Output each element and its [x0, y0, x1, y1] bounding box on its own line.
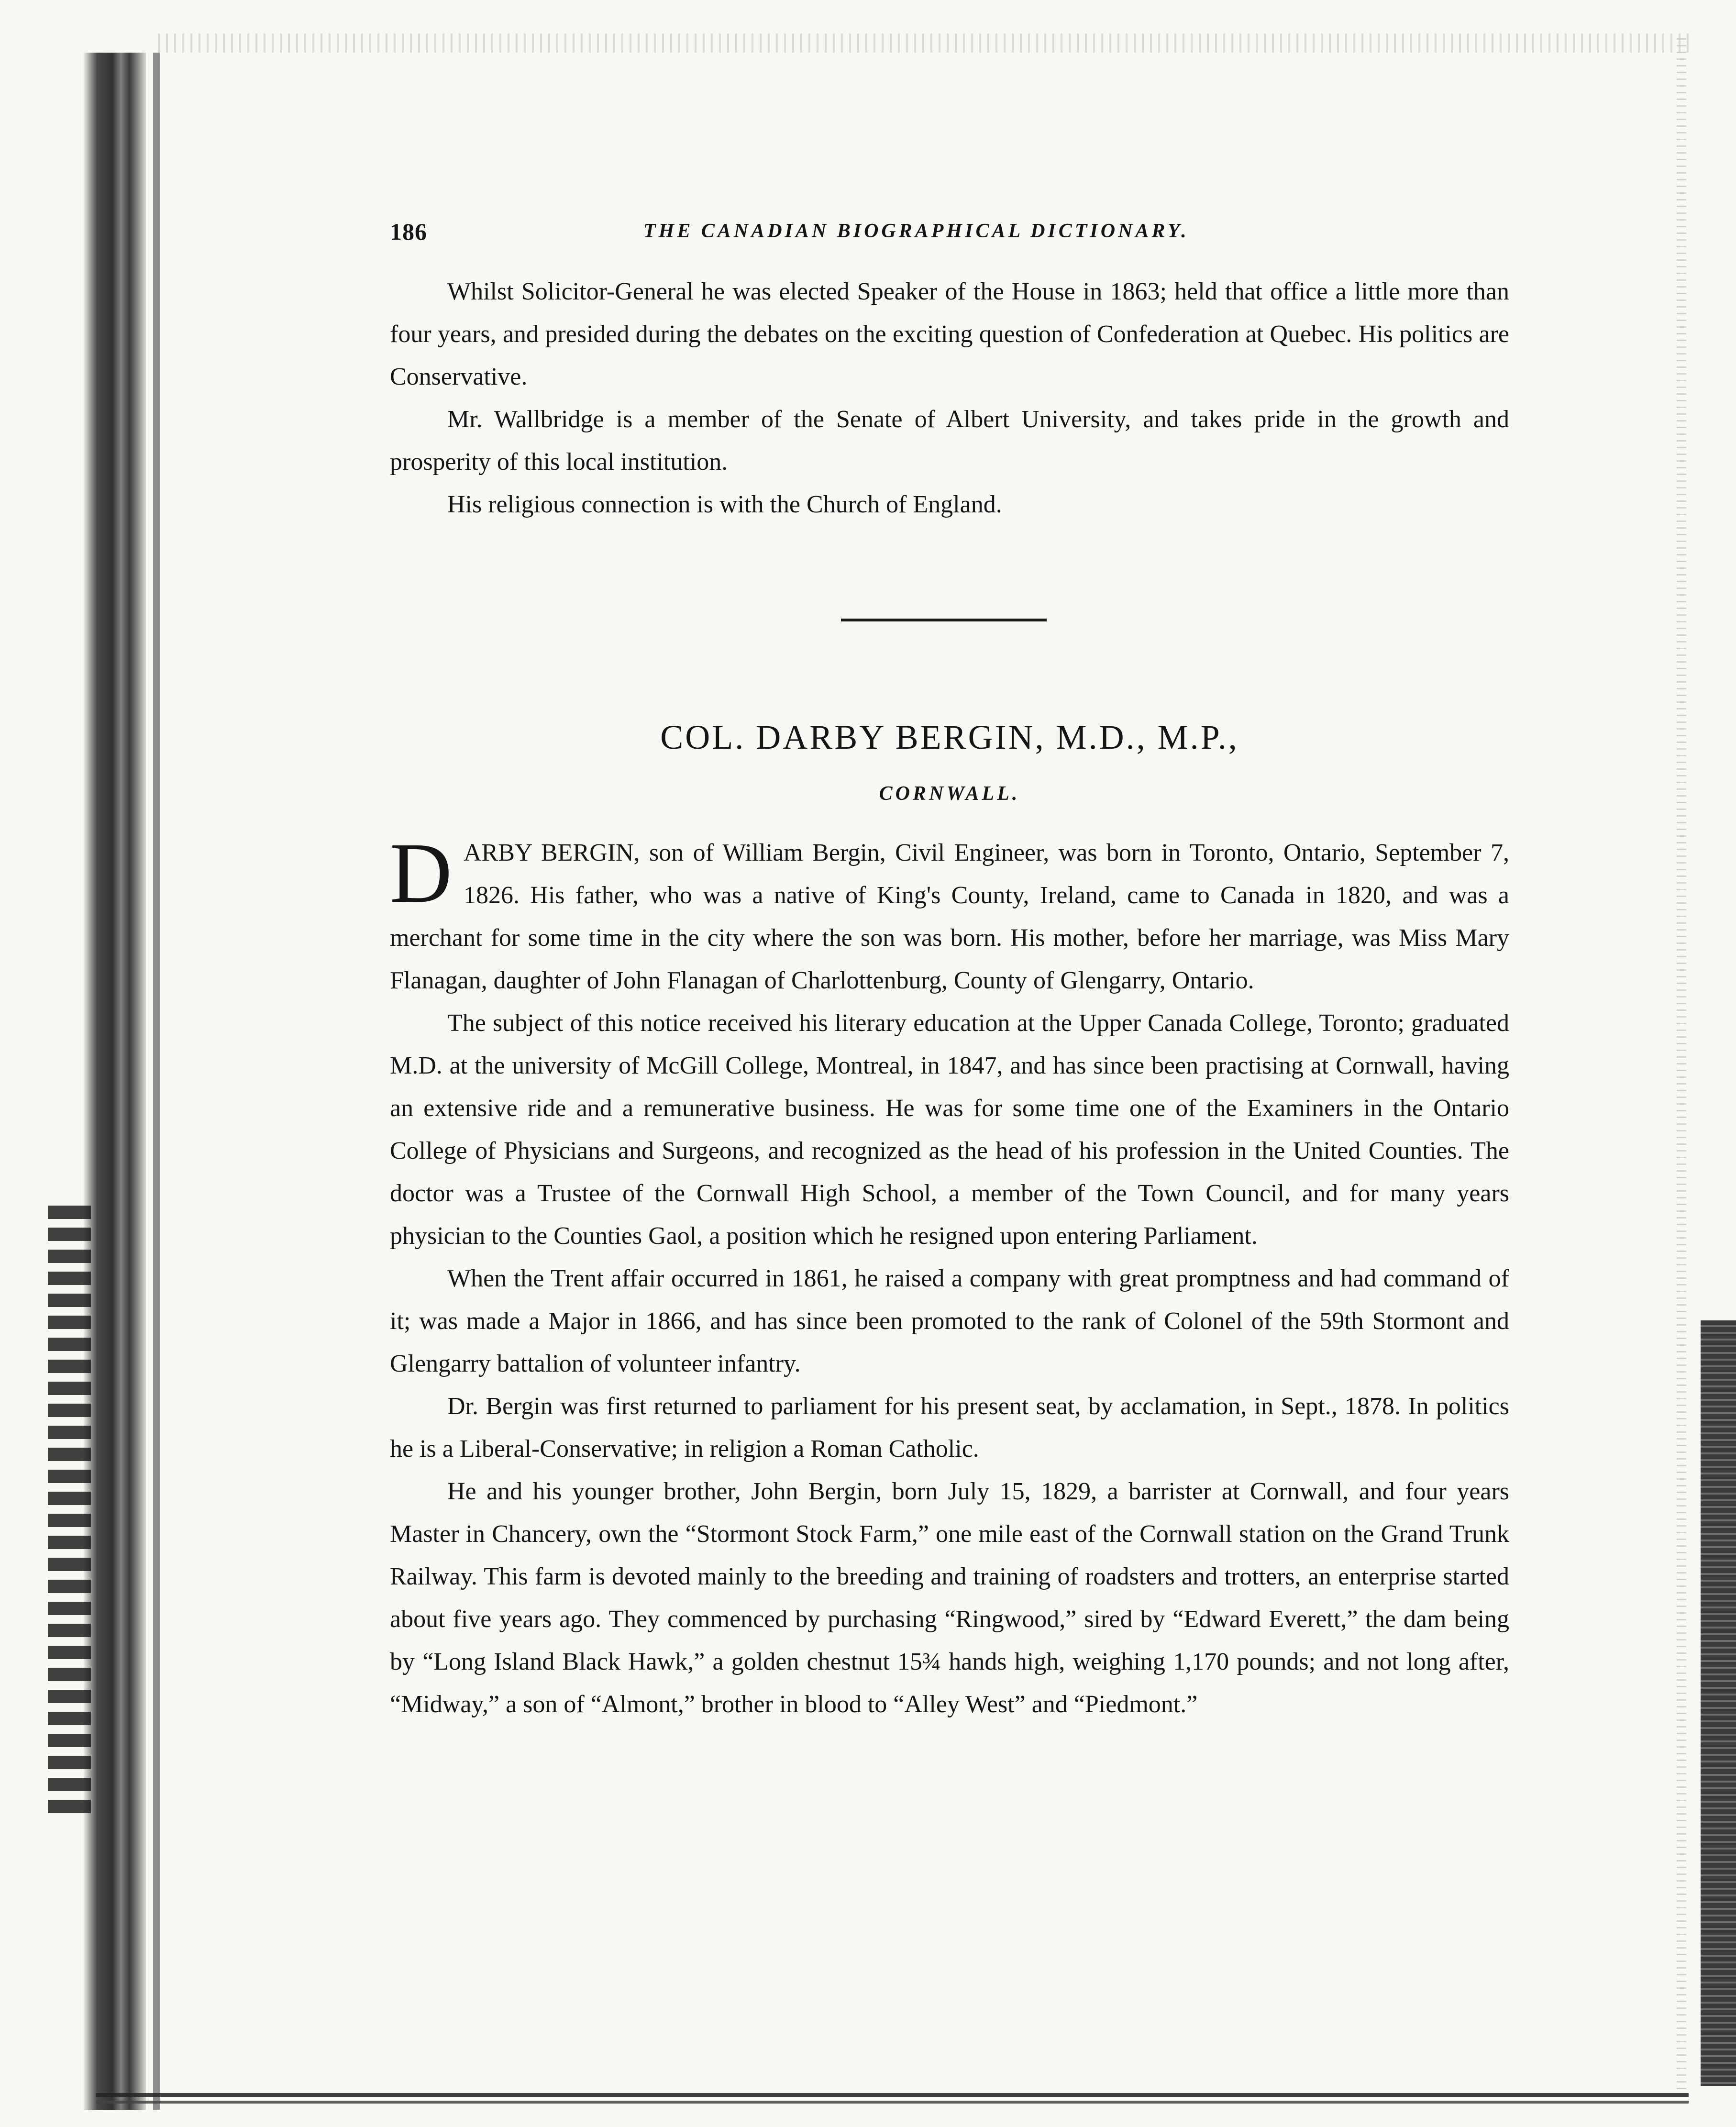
paragraph: Whilst Solicitor-General he was elected Speaker of the House in 1863; held that office a little more than four years, and presided during the debates on the exciting question of Confederation at Quebec. His politics are Conservative. [390, 278, 1509, 390]
scan-top-edge [158, 33, 1689, 53]
paragraph: The subject of this notice received his literary education at the Upper Canada College, Toronto; graduated M.D. at the university of McGill College, Montreal, in 1847, and has since been practising at Cornwall, having an extensive ride and a remunerative business. He was for some time one of the Examiners in the Ontario College of Physicians and Surgeons, and recognized as the head of his profession in the United Counties. The doctor was a Trustee of the Cornwall High School, a member of the Town Council, and for many years physician to the Counties Gaol, a position which he resigned upon entering Parliament. [390, 1009, 1509, 1250]
scan-margin-marks [48, 1206, 91, 1818]
scan-bottom-edge [96, 2093, 1689, 2110]
page-number: 186 [390, 218, 427, 245]
paragraph: His religious connection is with the Church of England. [447, 491, 1002, 518]
paragraph: Mr. Wallbridge is a member of the Senate of Albert University, and takes pride in the growth and prosperity of this local institution. [390, 406, 1509, 476]
scan-right-strip [1701, 1320, 1736, 2086]
entry-place: CORNWALL. [879, 783, 1020, 805]
binding-edge [153, 53, 160, 2110]
scan-right-edge [1677, 38, 1686, 2095]
section-divider [841, 619, 1047, 621]
page-header [390, 218, 1500, 251]
paragraph: When the Trent affair occurred in 1861, he raised a company with great promptness and had command of it; was made a Major in 1866, and has since been promoted to the rank of Colonel of the 59th Stormont and Glengarry battalion of volunteer infantry. [390, 1265, 1509, 1377]
paragraph: Dr. Bergin was first returned to parliament for his present seat, by acclamation, in Sept., 1878. In politics he is a Liberal-Conservative; in religion a Roman Catholic. [390, 1393, 1509, 1462]
first-paragraph-text: ARBY BERGIN, son of William Bergin, Civil Engineer, was born in Toronto, Ontario, September 7, 1826. His father, who was a native of King's County, Ireland, came to Canada in 1820, and was a merchant for some time in the city where the son was born. His mother, before her marriage, was Miss Mary Flanagan, daughter of John Flanagan of Charlottenburg, County of Glengarry, Ontario. [390, 839, 1509, 994]
entry-text [390, 825, 1509, 1726]
previous-entry-text [390, 270, 1509, 526]
drop-cap: D [390, 825, 452, 920]
first-paragraph [390, 825, 1509, 1002]
running-title: THE CANADIAN BIOGRAPHICAL DICTIONARY. [643, 220, 1189, 242]
entry-heading: COL. DARBY BERGIN, M.D., M.P., [660, 718, 1239, 756]
paragraph: He and his younger brother, John Bergin, born July 15, 1829, a barrister at Cornwall, and four years Master in Chancery, own the “Stormont Stock Farm,” one mile east of the Cornwall station on the Grand Trunk Railway. This farm is devoted mainly to the breeding and training of roadsters and trotters, an enterprise started about five years ago. They commenced by purchasing “Ringwood,” sired by “Edward Everett,” the dam being by “Long Island Black Hawk,” a golden chestnut 15¾ hands high, weighing 1,170 pounds; and not long after, “Midway,” a son of “Almont,” brother in blood to “Alley West” and “Piedmont.” [390, 1478, 1509, 1718]
binding-shadow [84, 53, 146, 2110]
